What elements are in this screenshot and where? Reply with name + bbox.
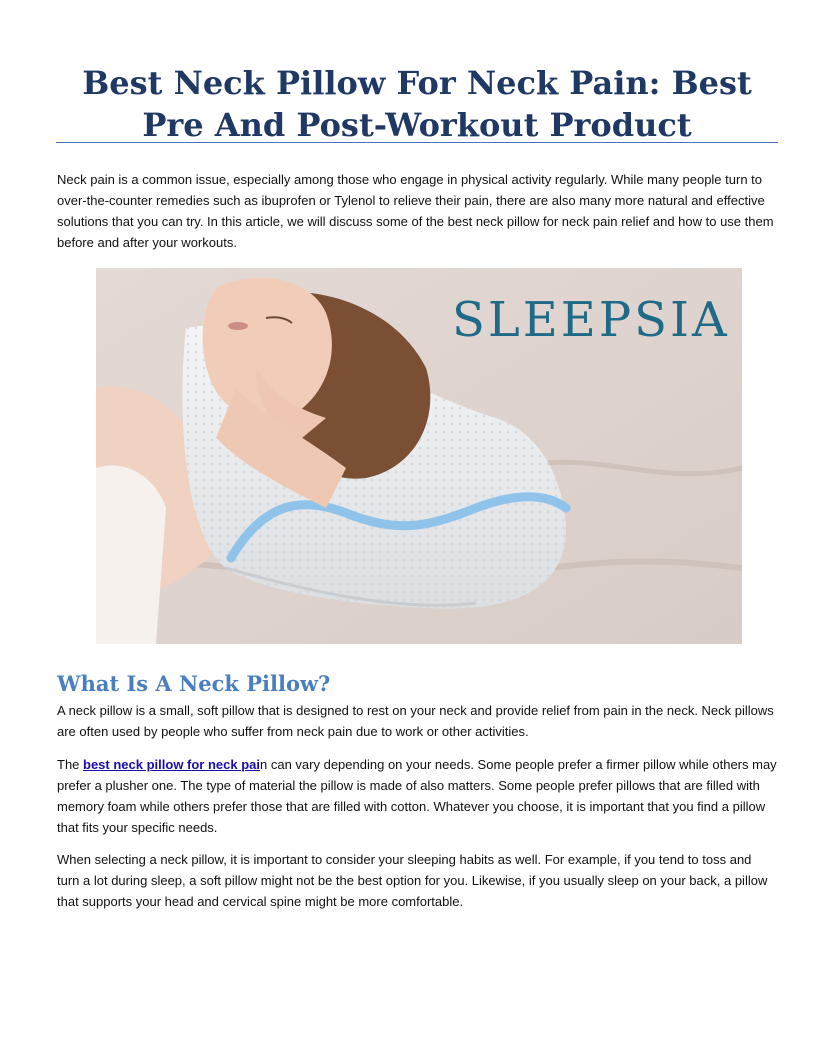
section-heading: What Is A Neck Pillow? bbox=[57, 671, 331, 696]
paragraph-2-lead: The bbox=[57, 757, 84, 772]
hero-image bbox=[96, 268, 742, 644]
title-underline bbox=[56, 142, 778, 143]
page-title: Best Neck Pillow For Neck Pain: Best Pre And Post-Workout Product bbox=[82, 64, 752, 144]
sleepsia-logo: SLEEPSIA bbox=[452, 292, 730, 348]
section-paragraph-2 bbox=[57, 754, 777, 838]
section-paragraph-3: When selecting a neck pillow, it is important to consider your sleeping habits as well. For example, if you tend to toss and turn a lot during sleep, a soft pillow might not be the best option for you. Likewise, if you usually sleep on your back, a pillow that supports your head and cervical spine might be more comfortable. bbox=[57, 852, 768, 909]
best-neck-pillow-link[interactable]: best neck pillow for neck pai bbox=[83, 757, 261, 772]
paragraph-2-rest: n can vary depending on your needs. Some people prefer a firmer pillow while others may prefer a plusher one. The type of material the pillow is made of also matters. Some people prefer pillows that are filled with memory foam while others prefer those that are filled with cotton. Whatever you choose, it is important that you find a pillow that fits your specific needs. bbox=[57, 757, 777, 835]
section-paragraph-1: A neck pillow is a small, soft pillow that is designed to rest on your neck and provide relief from pain in the neck. Neck pillows are often used by people who suffer from neck pain due to work or other activities. bbox=[57, 703, 774, 739]
intro-paragraph: Neck pain is a common issue, especially among those who engage in physical activity regularly. While many people turn to over-the-counter remedies such as ibuprofen or Tylenol to relieve their pain, there are also many more natural and effective solutions that you can try. In this article, we will discuss some of the best neck pillow for neck pain relief and how to use them before and after your workouts. bbox=[57, 172, 774, 250]
